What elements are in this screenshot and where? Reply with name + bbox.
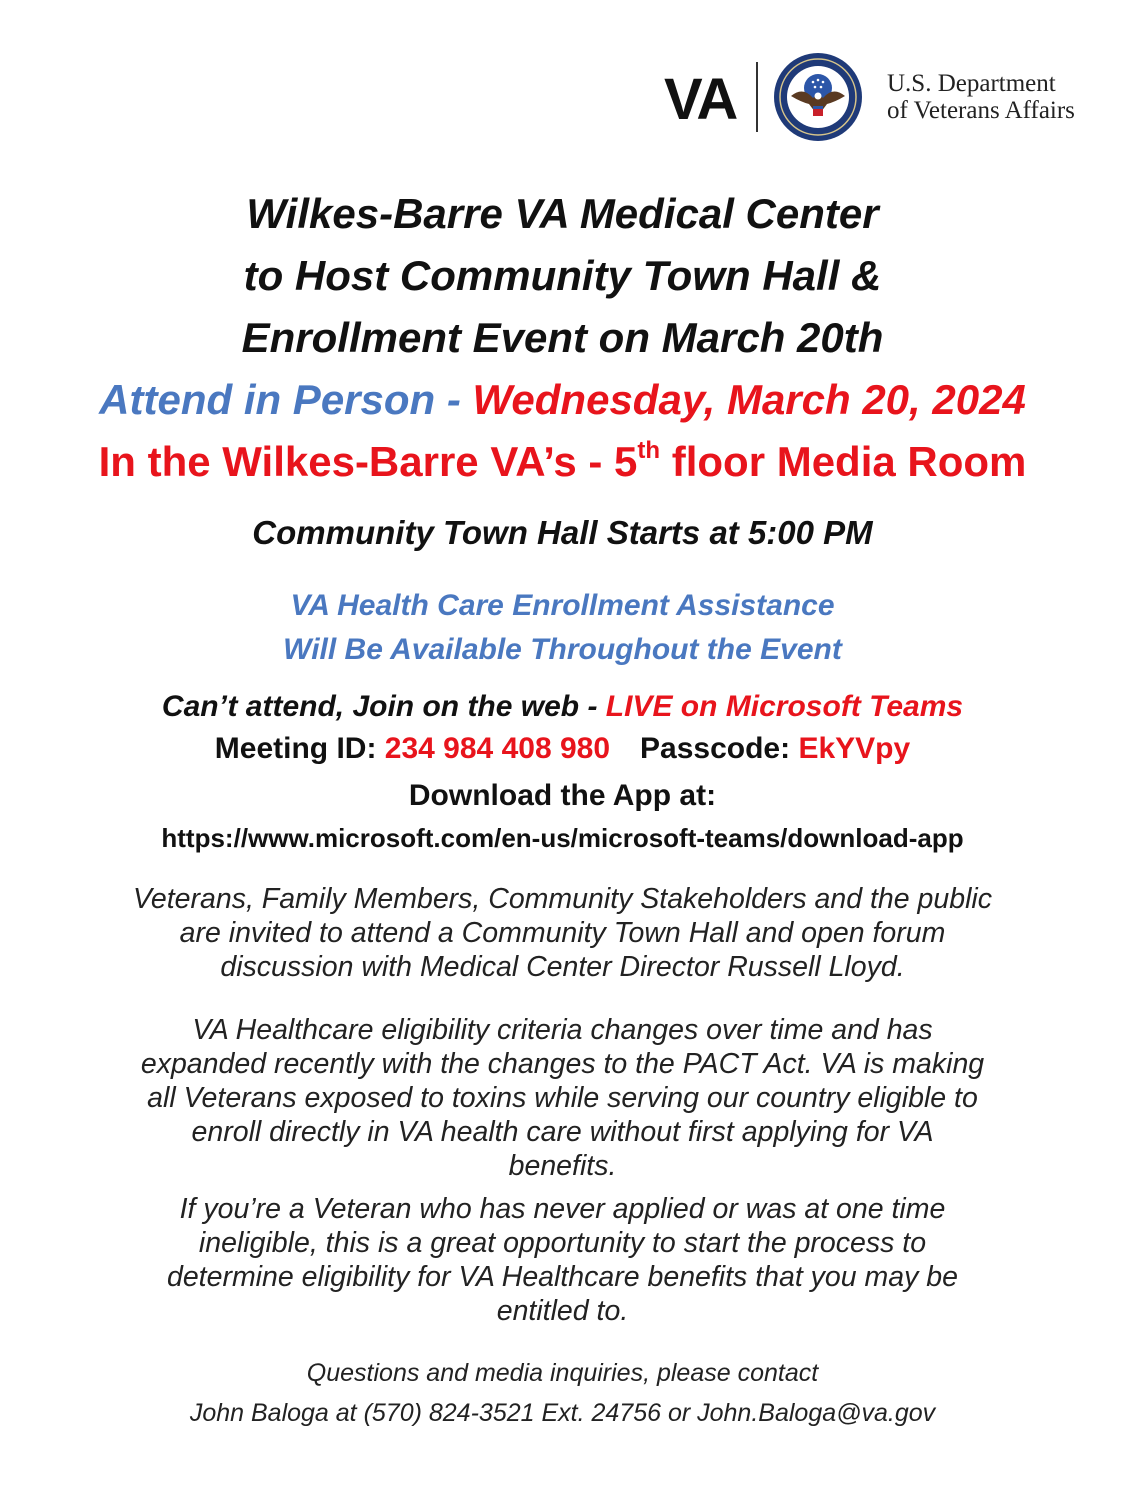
- meeting-details: [0, 732, 1125, 766]
- contact-line-2: John Baloga at (570) 824-3521 Ext. 24756 or John.Baloga@va.gov: [189, 1399, 936, 1427]
- title-line-3: Enrollment Event on March 20th: [241, 314, 884, 361]
- passcode-label: Passcode:: [640, 732, 799, 765]
- event-date: Wednesday, March 20, 2024: [472, 376, 1026, 423]
- contact-info: [0, 1353, 1125, 1433]
- paragraph-line: determine eligibility for VA Healthcare benefits that you may be: [166, 1261, 959, 1293]
- enrollment-line-2: Will Be Available Throughout the Event: [283, 633, 842, 666]
- paragraph-line: all Veterans exposed to toxins while serving our country eligible to: [147, 1082, 978, 1114]
- paragraph-line: Veterans, Family Members, Community Stakeholders and the public: [132, 883, 993, 915]
- invite-paragraph: [0, 882, 1125, 984]
- enrollment-note: [0, 584, 1125, 672]
- download-url: https://www.microsoft.com/en-us/microsoft-teams/download-app: [161, 823, 964, 853]
- department-name: [887, 70, 1075, 124]
- teams-live-label: LIVE on Microsoft Teams: [605, 690, 964, 723]
- veteran-paragraph: [0, 1192, 1125, 1328]
- va-seal-eagle-icon: [773, 52, 863, 142]
- department-line-1: U.S. Department: [887, 70, 1056, 97]
- enrollment-line-1: VA Health Care Enrollment Assistance: [290, 589, 835, 622]
- start-time: Community Town Hall Starts at 5:00 PM: [252, 514, 873, 551]
- contact-line-1: Questions and media inquiries, please contact: [306, 1359, 819, 1387]
- paragraph-line: enroll directly in VA health care without first applying for VA: [191, 1116, 934, 1148]
- paragraph-line: expanded recently with the changes to the PACT Act. VA is making: [140, 1048, 985, 1080]
- location-text-before: In the Wilkes-Barre VA’s - 5: [98, 438, 638, 485]
- passcode-value: EkYVpy: [798, 732, 911, 765]
- meeting-id-value: 234 984 408 980: [384, 732, 611, 765]
- paragraph-line: If you’re a Veteran who has never applied or was at one time: [179, 1193, 946, 1225]
- va-wordmark: VA: [664, 67, 737, 132]
- web-join-line: [0, 690, 1125, 724]
- location-text-after: floor Media Room: [660, 438, 1027, 485]
- paragraph-line: entitled to.: [496, 1295, 629, 1327]
- paragraph-line: VA Healthcare eligibility criteria changes over time and has: [192, 1014, 933, 1046]
- location-superscript: th: [637, 437, 661, 464]
- title-line-2: to Host Community Town Hall &: [243, 252, 882, 299]
- department-line-2: of Veterans Affairs: [887, 97, 1075, 124]
- attend-prefix: Attend in Person -: [99, 376, 473, 423]
- paragraph-line: discussion with Medical Center Director Russell Lloyd.: [220, 951, 905, 983]
- page-title: [0, 183, 1125, 369]
- web-prefix: Can’t attend, Join on the web -: [161, 690, 606, 723]
- download-label: Download the App at:: [408, 779, 717, 812]
- paragraph-line: ineligible, this is a great opportunity to start the process to: [198, 1227, 927, 1259]
- logo-divider: [756, 62, 758, 132]
- location-line: [0, 437, 1125, 486]
- attend-line: [0, 376, 1125, 424]
- title-line-1: Wilkes-Barre VA Medical Center: [246, 190, 879, 237]
- meeting-id-label: Meeting ID:: [214, 732, 385, 765]
- paragraph-line: are invited to attend a Community Town Hall and open forum: [179, 917, 946, 949]
- paragraph-line: benefits.: [508, 1150, 617, 1182]
- eligibility-paragraph: [0, 1013, 1125, 1183]
